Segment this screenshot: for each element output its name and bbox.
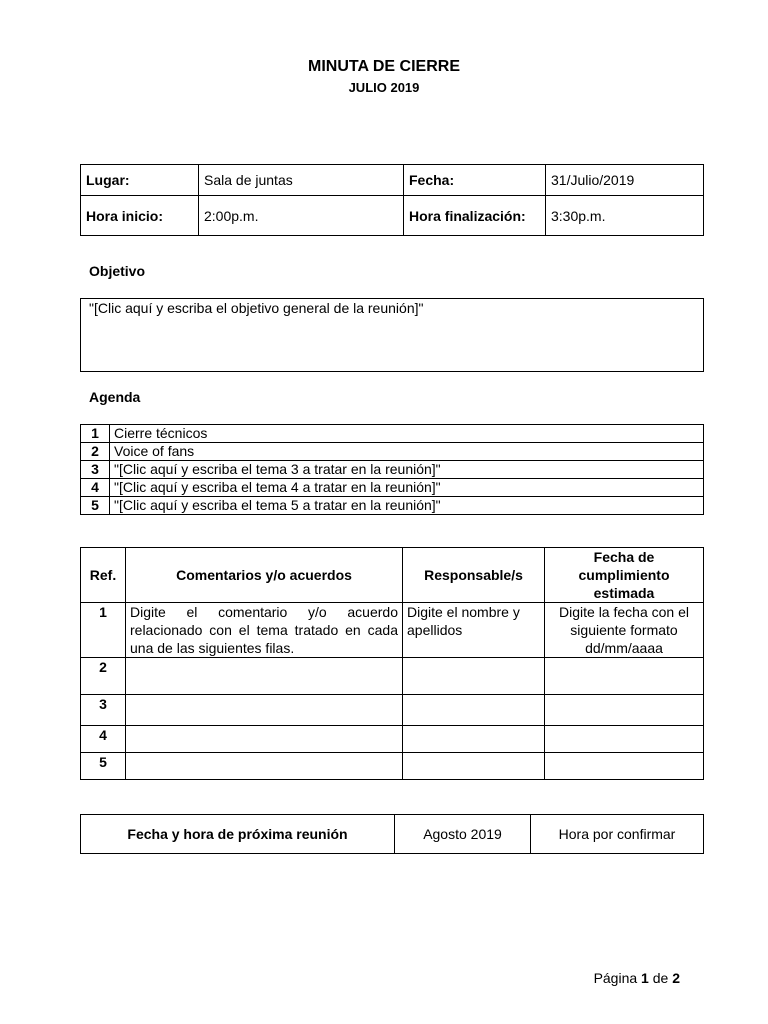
agenda-item-text[interactable]: Cierre técnicos bbox=[110, 425, 704, 443]
agenda-item-text[interactable]: "[Clic aquí y escriba el tema 5 a tratar en la reunión]" bbox=[110, 497, 704, 515]
agenda-label: Agenda bbox=[89, 389, 141, 405]
next-meeting-label: Fecha y hora de próxima reunión bbox=[81, 815, 395, 854]
objetivo-box[interactable] bbox=[80, 298, 704, 372]
next-meeting-date[interactable]: Agosto 2019 bbox=[395, 815, 531, 854]
document-title: MINUTA DE CIERRE bbox=[308, 58, 460, 75]
header-fecha-cumplimiento: Fecha de cumplimiento estimada bbox=[545, 548, 704, 603]
agenda-item-number: 1 bbox=[81, 425, 110, 443]
agenda-item bbox=[81, 461, 704, 479]
hora-fin-value[interactable]: 3:30p.m. bbox=[546, 196, 704, 236]
document-subtitle: JULIO 2019 bbox=[348, 80, 420, 95]
agenda-item-number: 5 bbox=[81, 497, 110, 515]
row-ref: 2 bbox=[81, 658, 126, 695]
table-row bbox=[81, 726, 704, 753]
comments-table bbox=[80, 547, 704, 780]
hora-inicio-value[interactable]: 2:00p.m. bbox=[199, 196, 404, 236]
row-fecha[interactable] bbox=[545, 753, 704, 780]
agenda-item bbox=[81, 479, 704, 497]
row-comment[interactable] bbox=[126, 753, 403, 780]
row-fecha[interactable] bbox=[545, 658, 704, 695]
agenda-item bbox=[81, 425, 704, 443]
row-comment[interactable]: Digite el comentario y/o acuerdo relacionado con el tema tratado en cada una de las siguientes filas. bbox=[126, 603, 403, 658]
fecha-value[interactable]: 31/Julio/2019 bbox=[546, 165, 704, 196]
next-meeting-time[interactable]: Hora por confirmar bbox=[531, 815, 704, 854]
of-word: de bbox=[652, 970, 669, 986]
page-word: Página bbox=[593, 970, 638, 986]
hora-fin-label: Hora finalización: bbox=[404, 196, 546, 236]
lugar-value[interactable]: Sala de juntas bbox=[199, 165, 404, 196]
objetivo-text: "[Clic aquí y escriba el objetivo general de la reunión]" bbox=[89, 300, 424, 316]
page-total: 2 bbox=[672, 970, 680, 986]
row-ref: 4 bbox=[81, 726, 126, 753]
agenda-item-number: 4 bbox=[81, 479, 110, 497]
hora-inicio-label: Hora inicio: bbox=[81, 196, 199, 236]
table-row bbox=[81, 695, 704, 726]
table-row bbox=[81, 603, 704, 658]
agenda-table bbox=[80, 424, 704, 515]
row-comment[interactable] bbox=[126, 658, 403, 695]
agenda-item bbox=[81, 497, 704, 515]
info-row-lugar bbox=[81, 165, 704, 196]
row-responsable[interactable] bbox=[403, 726, 545, 753]
row-comment[interactable] bbox=[126, 726, 403, 753]
row-responsable[interactable] bbox=[403, 695, 545, 726]
agenda-item-text[interactable]: Voice of fans bbox=[110, 443, 704, 461]
info-row-hora bbox=[81, 196, 704, 236]
table-row bbox=[81, 658, 704, 695]
agenda-item-text[interactable]: "[Clic aquí y escriba el tema 4 a tratar en la reunión]" bbox=[110, 479, 704, 497]
lugar-label: Lugar: bbox=[81, 165, 199, 196]
info-table bbox=[80, 164, 704, 236]
agenda-item bbox=[81, 443, 704, 461]
row-ref: 5 bbox=[81, 753, 126, 780]
row-responsable[interactable] bbox=[403, 658, 545, 695]
next-meeting-table bbox=[80, 814, 704, 854]
agenda-item-number: 3 bbox=[81, 461, 110, 479]
agenda-item-number: 2 bbox=[81, 443, 110, 461]
next-meeting-row bbox=[81, 815, 704, 854]
header-responsable: Responsable/s bbox=[403, 548, 545, 603]
row-ref: 1 bbox=[81, 603, 126, 658]
row-fecha[interactable]: Digite la fecha con el siguiente formato dd/mm/aaaa bbox=[545, 603, 704, 658]
row-ref: 3 bbox=[81, 695, 126, 726]
row-comment[interactable] bbox=[126, 695, 403, 726]
row-responsable[interactable]: Digite el nombre y apellidos bbox=[403, 603, 545, 658]
fecha-label: Fecha: bbox=[404, 165, 546, 196]
table-row bbox=[81, 753, 704, 780]
row-responsable[interactable] bbox=[403, 753, 545, 780]
agenda-item-text[interactable]: "[Clic aquí y escriba el tema 3 a tratar en la reunión]" bbox=[110, 461, 704, 479]
objetivo-label: Objetivo bbox=[89, 263, 146, 279]
page-number bbox=[594, 970, 680, 986]
row-fecha[interactable] bbox=[545, 695, 704, 726]
header-comentarios: Comentarios y/o acuerdos bbox=[126, 548, 403, 603]
header-ref: Ref. bbox=[81, 548, 126, 603]
page-current: 1 bbox=[641, 970, 649, 986]
comments-header-row bbox=[81, 548, 704, 603]
row-fecha[interactable] bbox=[545, 726, 704, 753]
